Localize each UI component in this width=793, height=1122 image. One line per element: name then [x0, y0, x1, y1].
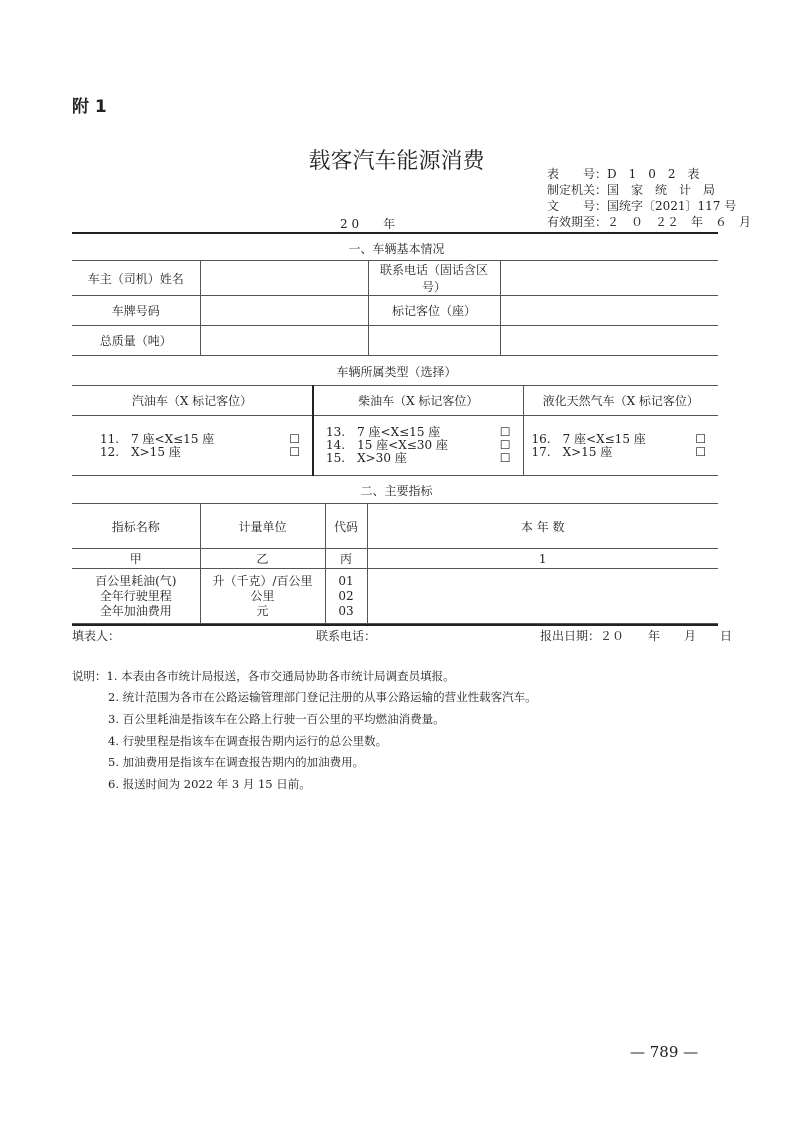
meta-line: 文 号：国统字〔2021〕117 号 — [547, 199, 737, 213]
indicators-table — [72, 503, 718, 624]
indicator-values-field[interactable] — [367, 569, 718, 624]
mass-field[interactable] — [200, 326, 368, 356]
plate-field[interactable] — [200, 296, 368, 326]
vehicle-type-table — [72, 385, 718, 476]
meta-line: 有效期至：２ ０ ２２ 年 ６ 月 — [547, 215, 752, 229]
plate-label: 车牌号码 — [72, 296, 200, 326]
checkbox-14[interactable]: ☐ — [499, 438, 511, 452]
note: 说明：1. 本表由各市统计局报送，各市交通局协助各市统计局调查员填报。 — [72, 669, 455, 683]
sub-1: 1 — [367, 549, 718, 569]
option-13: 13. 7 座<X≤15 座 — [326, 425, 441, 439]
header-value: 本 年 数 — [367, 504, 718, 549]
indicator-name: 全年加油费用 — [99, 603, 172, 618]
sub-yi: 乙 — [200, 549, 325, 569]
option-17: 17. X>15 座 — [531, 444, 613, 459]
gasoline-header: 汽油车（X 标记客位） — [72, 386, 313, 416]
note: 4. 行驶里程是指该车在调查报告期内运行的总公里数。 — [108, 734, 388, 748]
phone-label: 联系电话（固话含区号） — [368, 261, 500, 296]
indicator-code: 01 — [338, 573, 354, 588]
appendix-label: 附 1 — [72, 97, 107, 117]
meta-line: 表 号：D 1 0 2 表 — [547, 167, 700, 181]
indicator-code: 02 — [338, 588, 354, 603]
basic-info-table — [72, 260, 718, 356]
lng-options — [523, 416, 718, 476]
diesel-header: 柴油车（X 标记客位） — [313, 386, 523, 416]
sub-jia: 甲 — [72, 549, 200, 569]
indicator-unit: 公里 — [250, 588, 275, 603]
seats-label: 标记客位（座） — [368, 296, 500, 326]
note: 2. 统计范围为各市在公路运输管理部门登记注册的从事公路运输的营业性载客汽车。 — [108, 690, 537, 704]
header-code: 代码 — [325, 504, 367, 549]
checkbox-16[interactable]: ☐ — [695, 431, 706, 446]
report-date-label: 报出日期：２０ 年 月 日 — [540, 629, 733, 643]
mass-label: 总质量（吨） — [72, 326, 200, 356]
checkbox-13[interactable]: ☐ — [499, 425, 511, 439]
checkbox-15[interactable]: ☐ — [499, 451, 511, 465]
indicator-units — [200, 569, 325, 624]
indicator-unit: 元 — [256, 603, 269, 618]
indicator-codes — [325, 569, 367, 624]
phone-field[interactable] — [500, 261, 718, 296]
indicator-name: 全年行驶里程 — [99, 588, 172, 603]
footer-phone-label: 联系电话： — [316, 629, 377, 643]
owner-label: 车主（司机）姓名 — [72, 261, 200, 296]
note: 3. 百公里耗油是指该车在公路上行驶一百公里的平均燃油消费量。 — [108, 712, 445, 726]
section-basic-title: 一、车辆基本情况 — [348, 242, 445, 256]
section-indicators-title: 二、主要指标 — [360, 484, 433, 498]
lng-header: 液化天然气车（X 标记客位） — [523, 386, 718, 416]
gasoline-options — [72, 416, 313, 476]
owner-field[interactable] — [200, 261, 368, 296]
option-11: 11. 7 座<X≤15 座 — [100, 431, 215, 446]
vehicle-type-title: 车辆所属类型（选择） — [336, 365, 457, 379]
option-12: 12. X>15 座 — [100, 444, 181, 459]
checkbox-12[interactable]: ☐ — [289, 444, 300, 459]
year-label: 2 0 年 — [340, 217, 396, 231]
header-name: 指标名称 — [72, 504, 200, 549]
divider — [72, 624, 718, 626]
note: 6. 报送时间为 2022 年 3 月 15 日前。 — [108, 777, 311, 791]
indicator-code: 03 — [338, 603, 354, 618]
form-title: 载客汽车能源消费 — [308, 149, 485, 174]
page-number: — 789 — — [630, 1043, 699, 1061]
divider — [72, 232, 718, 234]
checkbox-11[interactable]: ☐ — [289, 431, 300, 446]
indicator-unit: 升（千克）/百公里 — [212, 573, 313, 588]
meta-line: 制定机关：国 家 统 计 局 — [547, 183, 716, 197]
header-unit: 计量单位 — [200, 504, 325, 549]
indicator-name: 百公里耗油(气) — [95, 573, 177, 588]
indicator-names — [72, 569, 200, 624]
seats-field[interactable] — [500, 296, 718, 326]
filler-label: 填表人： — [72, 629, 121, 643]
option-14: 14. 15 座<X≤30 座 — [326, 438, 448, 452]
form-meta — [547, 166, 751, 230]
checkbox-17[interactable]: ☐ — [695, 444, 706, 459]
option-16: 16. 7 座<X≤15 座 — [531, 431, 646, 446]
option-15: 15. X>30 座 — [326, 451, 407, 465]
sub-bing: 丙 — [325, 549, 367, 569]
note: 5. 加油费用是指该车在调查报告期内的加油费用。 — [108, 755, 365, 769]
diesel-options — [313, 416, 523, 476]
